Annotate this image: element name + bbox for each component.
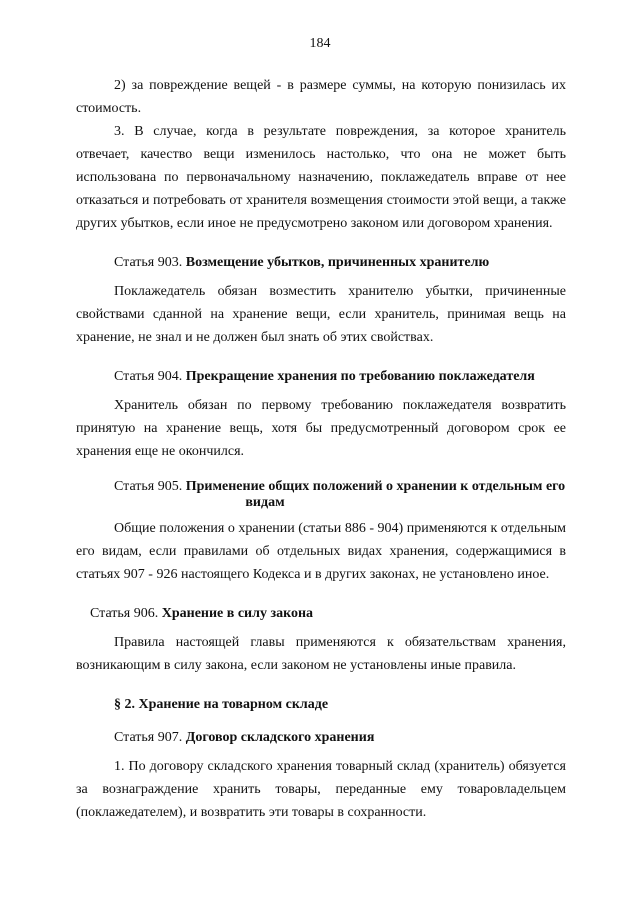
article-907-label: Статья 907. xyxy=(114,730,183,745)
article-903-label: Статья 903. xyxy=(114,255,183,270)
article-907-text: 1. По договору складского хранения товарный склад (хранитель) обязуется за вознаграждение хранить товары, переданные ему товаровладельцем (поклажедателем), и возвратить эти товары в сохранности. xyxy=(76,759,566,820)
article-904-label: Статья 904. xyxy=(114,369,183,384)
document-body xyxy=(76,74,566,824)
article-903-heading xyxy=(76,251,566,274)
article-903-text: Поклажедатель обязан возместить хранителю убытки, причиненные свойствами сданной на хранение вещи, если хранитель, принимая вещь на хранение, не знал и не должен был знать об этих свойствах. xyxy=(76,284,566,345)
article-906-label: Статья 906. xyxy=(90,606,159,621)
article-905-title-continuation: видам xyxy=(245,495,285,510)
paragraph-quality-change: 3. В случае, когда в результате повреждения, за которое хранитель отвечает, качество вещи изменилось настолько, что она не может быть использована по первоначальному назначению, поклажедатель вправе от нее отказаться и потребовать от хранителя возмещения стоимости этой вещи, а также других убытков, если иное не предусмотрено законом или договором хранения. xyxy=(76,124,566,231)
paragraph-damage-compensation: 2) за повреждение вещей - в размере суммы, на которую понизилась их стоимость. xyxy=(76,78,566,116)
section-2-heading xyxy=(76,693,566,716)
article-905-label: Статья 905. xyxy=(114,479,183,494)
article-904-title: Прекращение хранения по требованию поклажедателя xyxy=(185,369,535,384)
article-903-title: Возмещение убытков, причиненных хранителю xyxy=(185,255,490,270)
article-906-text: Правила настоящей главы применяются к обязательствам хранения, возникающим в силу закона, если законом не установлены иные правила. xyxy=(76,635,566,673)
article-905-heading xyxy=(114,479,566,511)
section-2-title: § 2. Хранение на товарном складе xyxy=(114,697,329,712)
article-907-title: Договор складского хранения xyxy=(185,730,375,745)
article-906-heading xyxy=(76,602,566,625)
article-905-text: Общие положения о хранении (статьи 886 - 904) применяются к отдельным его видам, если правилами об отдельных видах хранения, содержащимися в статьях 907 - 926 настоящего Кодекса и в других законах, не установлено иное. xyxy=(76,521,566,582)
article-906-title: Хранение в силу закона xyxy=(161,606,314,621)
article-904-heading xyxy=(76,365,566,388)
article-905-title: Применение общих положений о хранении к отдельным его xyxy=(185,479,566,494)
article-904-text: Хранитель обязан по первому требованию поклажедателя возвратить принятую на хранение вещь, хотя бы предусмотренный договором срок ее хранения еще не окончился. xyxy=(76,398,566,459)
page-number: 184 xyxy=(309,36,331,51)
article-907-heading xyxy=(76,726,566,749)
